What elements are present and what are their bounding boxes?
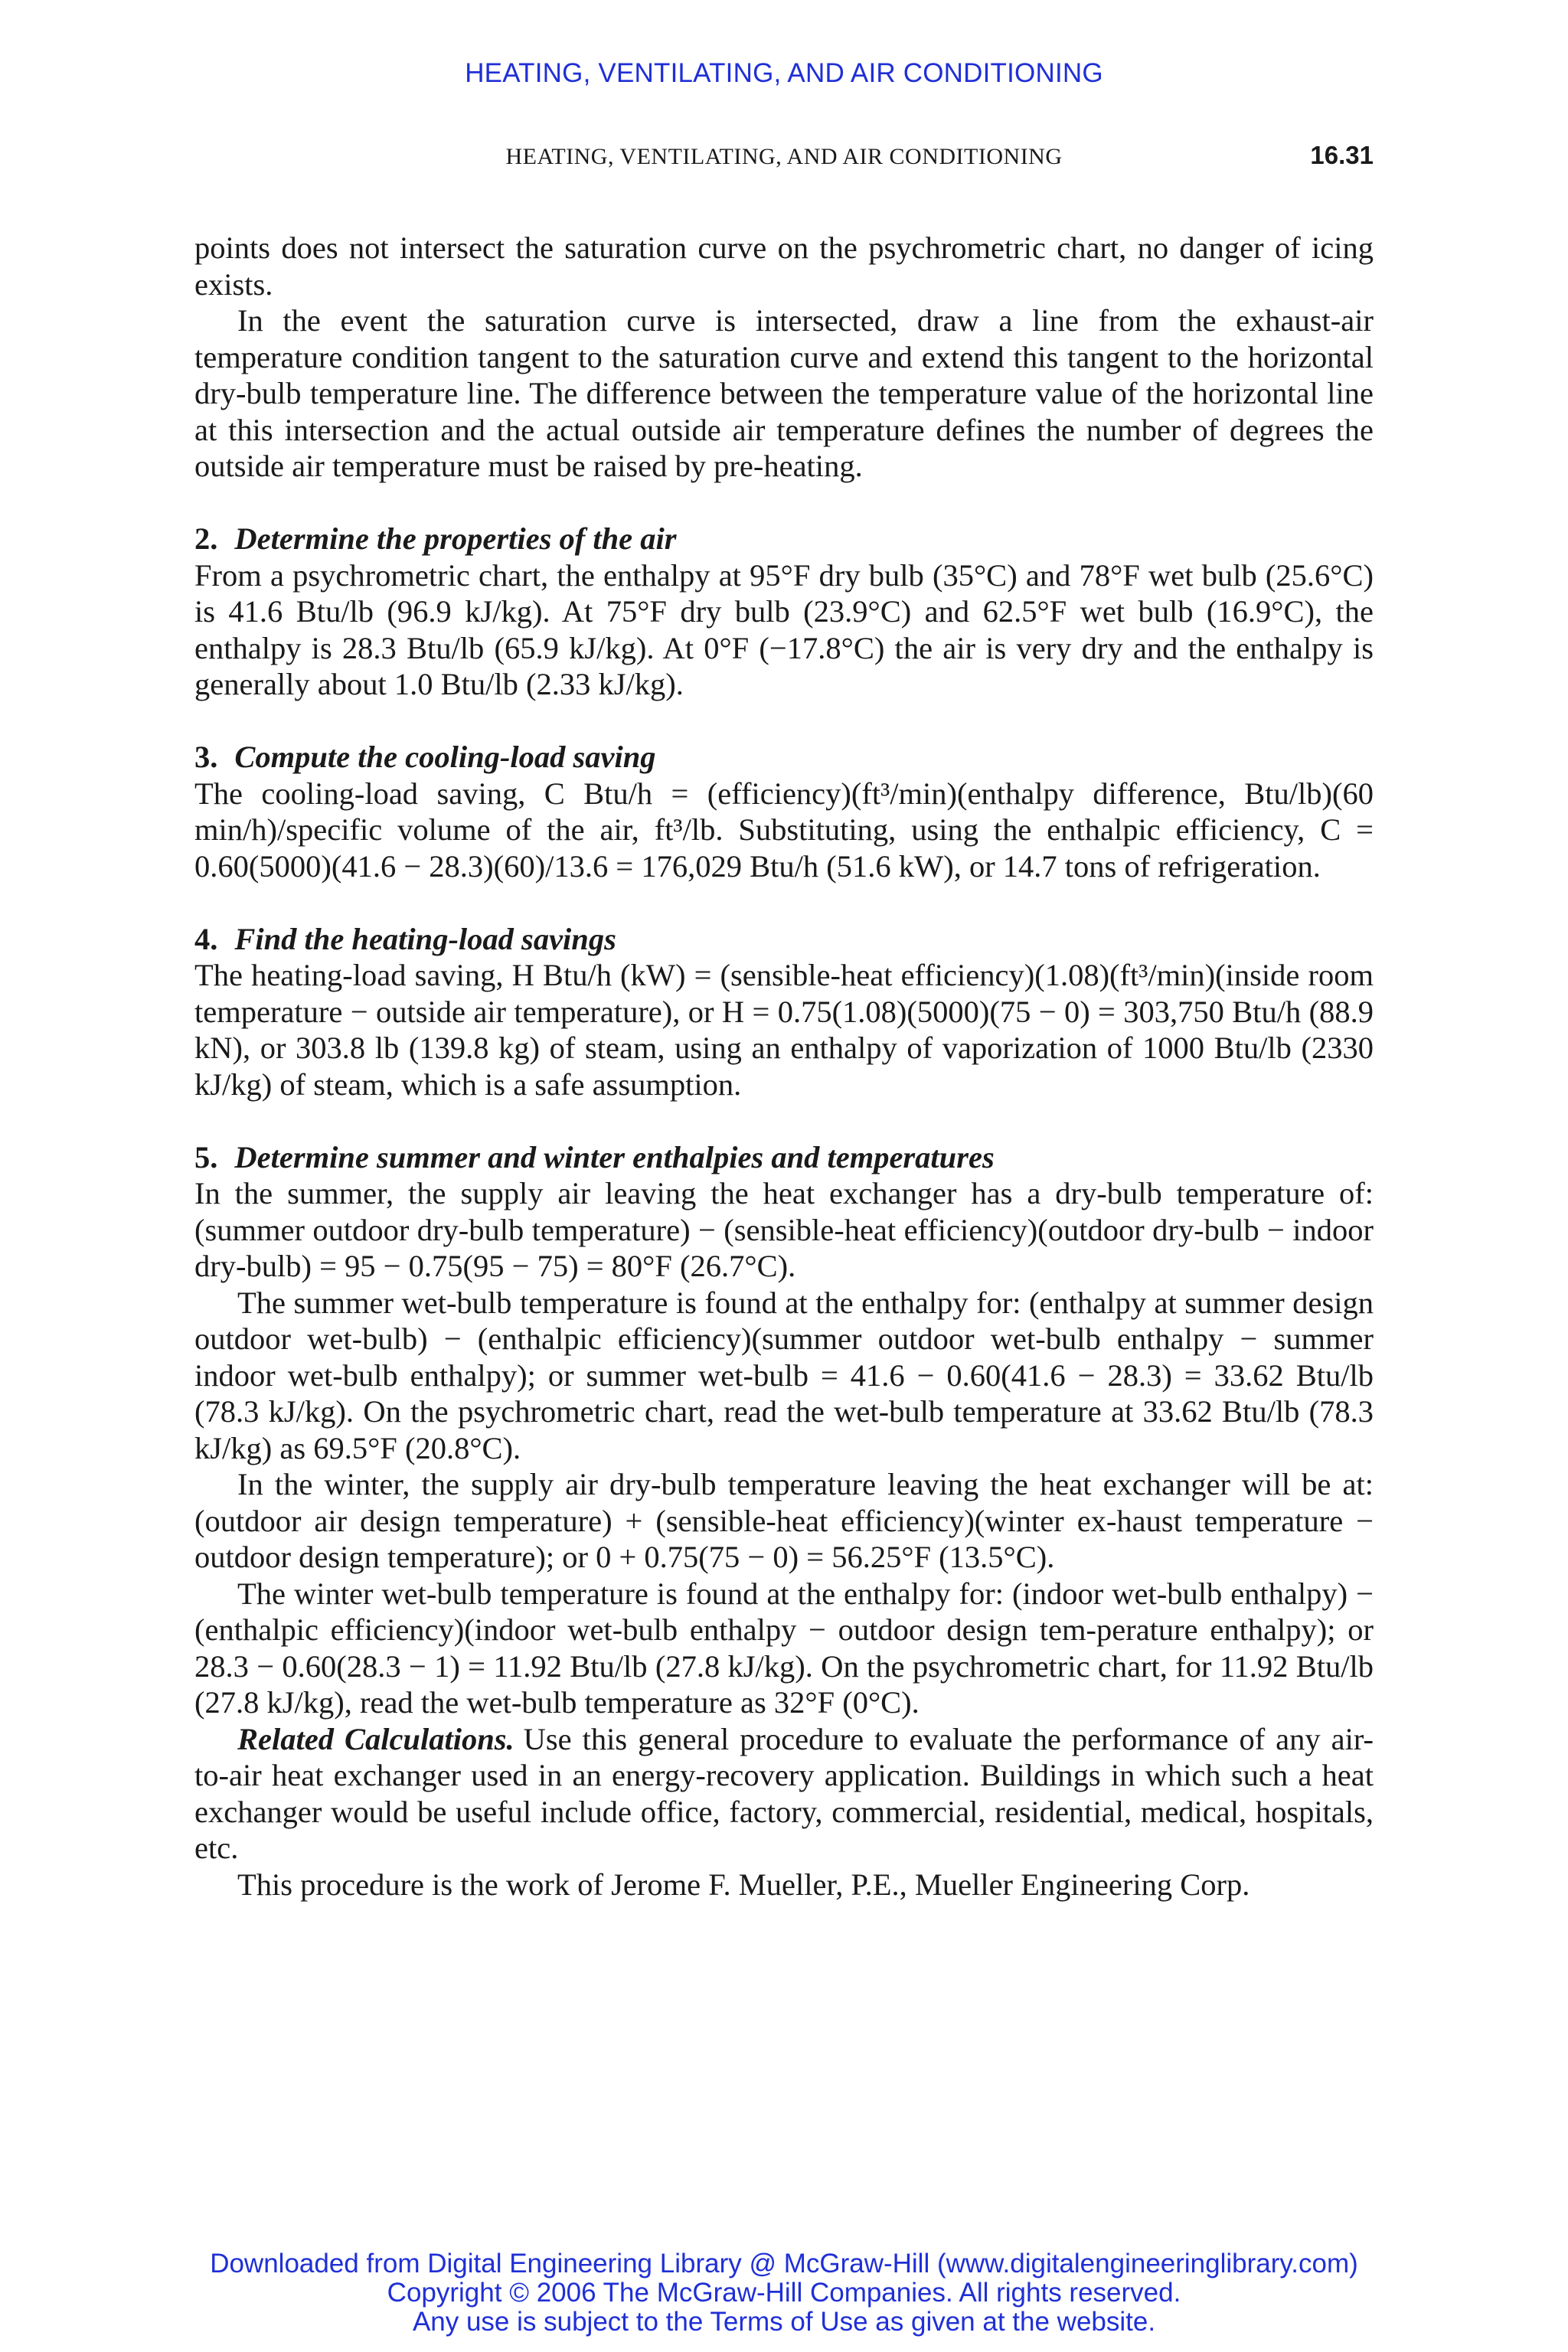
step-3-number: 3. — [194, 740, 218, 774]
footer-download-line[interactable]: Downloaded from Digital Engineering Library @ McGraw-Hill (www.digitalengineeringlibrary.com) — [210, 2249, 1358, 2278]
step-4-number: 4. — [194, 921, 218, 956]
step-2-heading — [194, 521, 1374, 557]
paragraph-intersection: In the event the saturation curve is intersected, draw a line from the exhaust-air temperature condition tangent to the saturation curve and extend this tangent to the horizontal dry-bulb temperature line. The difference between the temperature value of the horizontal line at this intersection and the actual outside air temperature defines the number of degrees the outside air temperature must be raised by pre-heating. — [194, 303, 1374, 483]
step-5-summer-wet-bulb: The summer wet-bulb temperature is found at the enthalpy for: (enthalpy at summer design outdoor wet-bulb) − (enthalpic efficiency)(summer outdoor wet-bulb enthalpy − summer indoor wet-bulb enthalpy); or summer wet-bulb = 41.6 − 0.60(41.6 − 28.3) = 33.62 Btu/lb (78.3 kJ/kg). On the psychrometric chart, read the wet-bulb temperature at 33.62 Btu/lb (78.3 kJ/kg) as 69.5°F (20.8°C). — [194, 1285, 1374, 1465]
step-5-title: Determine summer and winter enthalpies and temperatures — [234, 1139, 995, 1174]
footer-terms-line: Any use is subject to the Terms of Use as given at the website. — [412, 2307, 1156, 2337]
step-5-heading — [194, 1139, 1374, 1176]
step-5-summer-dry-bulb: In the summer, the supply air leaving the heat exchanger has a dry-bulb temperature of: (summer outdoor dry-bulb temperature) − (sensible-heat efficiency)(outdoor dry-bulb − indoor dry-bulb) = 95 − 0.75(95 − 75) = 80°F (26.7°C). — [194, 1176, 1374, 1283]
step-5-number: 5. — [194, 1139, 218, 1174]
running-head — [194, 141, 1374, 175]
related-calculations-text: Use this general procedure to evaluate the performance of any air-to-air heat exchanger used in an energy-recovery application. Buildings in which such a heat exchanger would be useful include office, factory, commercial, residential, medical, hospitals, etc. — [194, 1721, 1374, 1865]
step-3-title: Compute the cooling-load saving — [234, 740, 656, 774]
page-number: 16.31 — [1310, 141, 1374, 169]
step-2-number: 2. — [194, 521, 218, 556]
step-2-text: From a psychrometric chart, the enthalpy at 95°F dry bulb (35°C) and 78°F wet bulb (25.6°C) is 41.6 Btu/lb (96.9 kJ/kg). At 75°F dry bulb (23.9°C) and 62.5°F wet bulb (16.9°C), the enthalpy is 28.3 Btu/lb (65.9 kJ/kg). At 0°F (−17.8°C) the air is very dry and the enthalpy is generally about 1.0 Btu/lb (2.33 kJ/kg). — [194, 557, 1374, 701]
step-4-text: The heating-load saving, H Btu/h (kW) = (sensible-heat efficiency)(1.08)(ft³/min)(inside room temperature − outside air temperature), or H = 0.75(1.08)(5000)(75 − 0) = 303,750 Btu/h (88.9 kN), or 303.8 lb (139.8 kg) of steam, using an enthalpy of vaporization of 1000 Btu/lb (2330 kJ/kg) of steam, which is a safe assumption. — [194, 958, 1374, 1102]
related-calculations-label: Related Calculations. — [237, 1721, 514, 1756]
step-5-winter-wet-bulb: The winter wet-bulb temperature is found at the enthalpy for: (indoor wet-bulb enthalpy) − (enthalpic efficiency)(indoor wet-bulb enthalpy − outdoor design tem-perature enthalpy); or 28.3 − 0.60(28.3 − 1) = 11.92 Btu/lb (27.8 kJ/kg). On the psychrometric chart, for 11.92 Btu/lb (27.8 kJ/kg), read the wet-bulb temperature as 32°F (0°C). — [194, 1576, 1374, 1720]
book-title-banner: HEATING, VENTILATING, AND AIR CONDITIONING — [465, 58, 1103, 88]
step-4-heading — [194, 921, 1374, 958]
step-5-winter-dry-bulb: In the winter, the supply air dry-bulb temperature leaving the heat exchanger will be at: (outdoor air design temperature) + (sensible-heat efficiency)(winter ex-haust temperature − outdoor design temperature); or 0 + 0.75(75 − 0) = 56.25°F (13.5°C). — [194, 1467, 1374, 1574]
running-head-title: HEATING, VENTILATING, AND AIR CONDITIONING — [505, 144, 1063, 169]
paragraph-intro: points does not intersect the saturation curve on the psychrometric chart, no danger of icing exists. — [194, 230, 1374, 302]
footer-copyright-line: Copyright © 2006 The McGraw-Hill Companies. All rights reserved. — [387, 2278, 1181, 2308]
step-4-title: Find the heating-load savings — [234, 921, 616, 956]
related-calculations — [194, 1721, 1374, 1867]
procedure-credit: This procedure is the work of Jerome F. Mueller, P.E., Mueller Engineering Corp. — [237, 1867, 1250, 1902]
step-3-text: The cooling-load saving, C Btu/h = (efficiency)(ft³/min)(enthalpy difference, Btu/lb)(60 min/h)/specific volume of the air, ft³/lb. Substituting, using the enthalpic efficiency, C = 0.60(5000)(41.6 − 28.3)(60)/13.6 = 176,029 Btu/h (51.6 kW), or 14.7 tons of refrigeration. — [194, 776, 1374, 884]
step-2-title: Determine the properties of the air — [234, 521, 677, 556]
page-body — [194, 230, 1374, 1903]
step-3-heading — [194, 739, 1374, 776]
copyright-footer — [0, 2249, 1568, 2337]
